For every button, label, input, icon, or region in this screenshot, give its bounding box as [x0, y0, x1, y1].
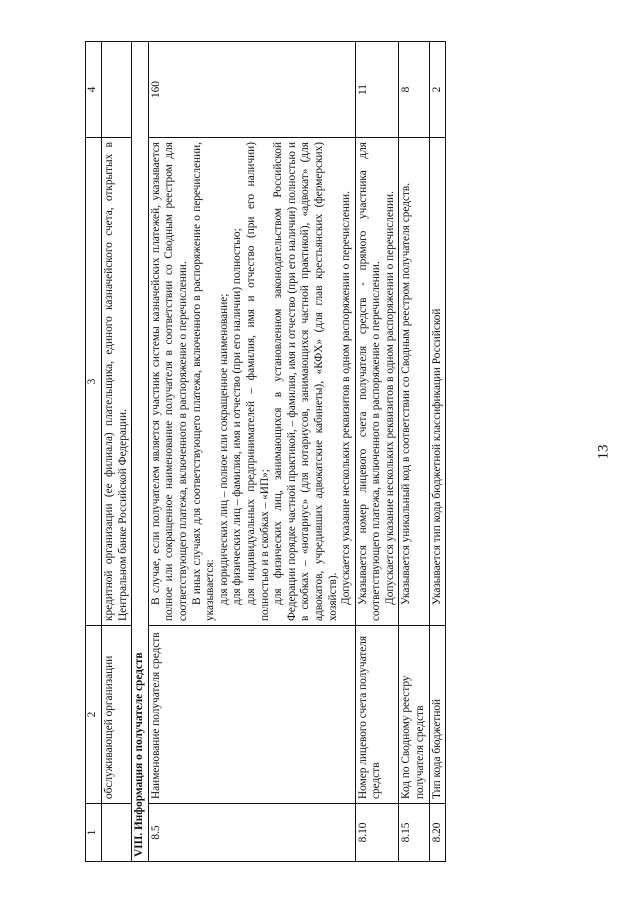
header-row — [86, 42, 102, 862]
desc-paragraph: для индивидуальных предпринимателей – фамилия, имя и отчество (при его наличии) полностью и в скобках – «ИП»; — [244, 142, 271, 621]
desc-paragraph: Указывается уникальный код в соответствии со Сводным реестром получателя средств. — [400, 182, 413, 605]
page-number: 13 — [595, 444, 612, 460]
continuation-row — [102, 42, 132, 862]
row-name: Номер лицевого счета получателя средств — [355, 626, 399, 804]
continuation-name-cell: обслуживающей организации — [102, 626, 132, 804]
table-row — [429, 42, 446, 862]
table-row — [355, 42, 399, 862]
header-cell-4: 4 — [86, 42, 102, 138]
desc-paragraph: для физических лиц – фамилия, имя и отчество (при его наличии) полностью; — [231, 228, 244, 605]
table-row — [148, 42, 355, 862]
desc-paragraph: Указывается номер лицевого счета получателя средств - прямого участника для соответствующего платежа, включенного в распоряжение о перечислении. — [356, 142, 383, 621]
row-size: 11 — [355, 42, 399, 138]
header-cell-3: 3 — [86, 138, 102, 626]
desc-paragraph: В иных случаях для соответствующего платежа, включенного в распоряжение о перечислении, указывается: — [190, 142, 217, 621]
rotated-table-sheet — [85, 42, 555, 862]
row-number: 8.20 — [429, 804, 446, 862]
header-cell-2: 2 — [86, 626, 102, 804]
desc-paragraph: В случае, если получателем является участник системы казначейских платежей, указывается полное или сокращенное наименование получателя в соответствии со Сводным реестром для соответствующего платежа, включенного в распоряжение о перечислении. — [149, 142, 189, 621]
table-row — [399, 42, 429, 862]
header-cell-1: 1 — [86, 804, 102, 862]
row-name: Наименование получателя средств — [148, 626, 355, 804]
row-size: 160 — [148, 42, 355, 138]
desc-paragraph: Допускается указание нескольких реквизитов в одном распоряжении о перечислении. — [383, 191, 396, 605]
row-description — [355, 138, 399, 626]
continuation-size-cell — [102, 42, 132, 138]
desc-paragraph: для юридических лиц – полное или сокращенное наименование; — [217, 293, 230, 605]
row-size: 2 — [429, 42, 446, 138]
document-table — [85, 41, 446, 862]
row-description — [148, 138, 355, 626]
row-number: 8.10 — [355, 804, 399, 862]
continuation-desc-cell: кредитной организации (ее филиала) плательщика, единого казначейского счета, открытых в Центральном банке Российской Федерации. — [102, 138, 132, 626]
row-size: 8 — [399, 42, 429, 138]
desc-paragraph: Указывается тип кода бюджетной классификации Российской — [430, 308, 443, 605]
row-name: Код по Сводному реестру получателя средств — [399, 626, 429, 804]
row-description — [429, 138, 446, 626]
desc-paragraph: Допускается указание нескольких реквизитов в одном распоряжении о перечислении. — [340, 191, 353, 605]
row-name: Тип кода бюджетной — [429, 626, 446, 804]
row-number: 8.15 — [399, 804, 429, 862]
section-row — [132, 42, 149, 862]
row-number: 8.5 — [148, 804, 355, 862]
desc-paragraph: для физических лиц, занимающихся в установленном законодательством Российской Федерации порядке частной практикой, – фамилия, имя и отчество (при его наличии) полностью и в скобках – «нотариус» (для нотариусов, занимающихся частной практикой), «адвокат» (для адвокатов, учредивших адвокатские кабинеты), «КФХ» (для глав крестьянских (фермерских) хозяйств). — [272, 142, 339, 621]
row-description — [399, 138, 429, 626]
section-title: VIII. Информация о получателе средств — [132, 42, 149, 862]
continuation-num-cell — [102, 804, 132, 862]
